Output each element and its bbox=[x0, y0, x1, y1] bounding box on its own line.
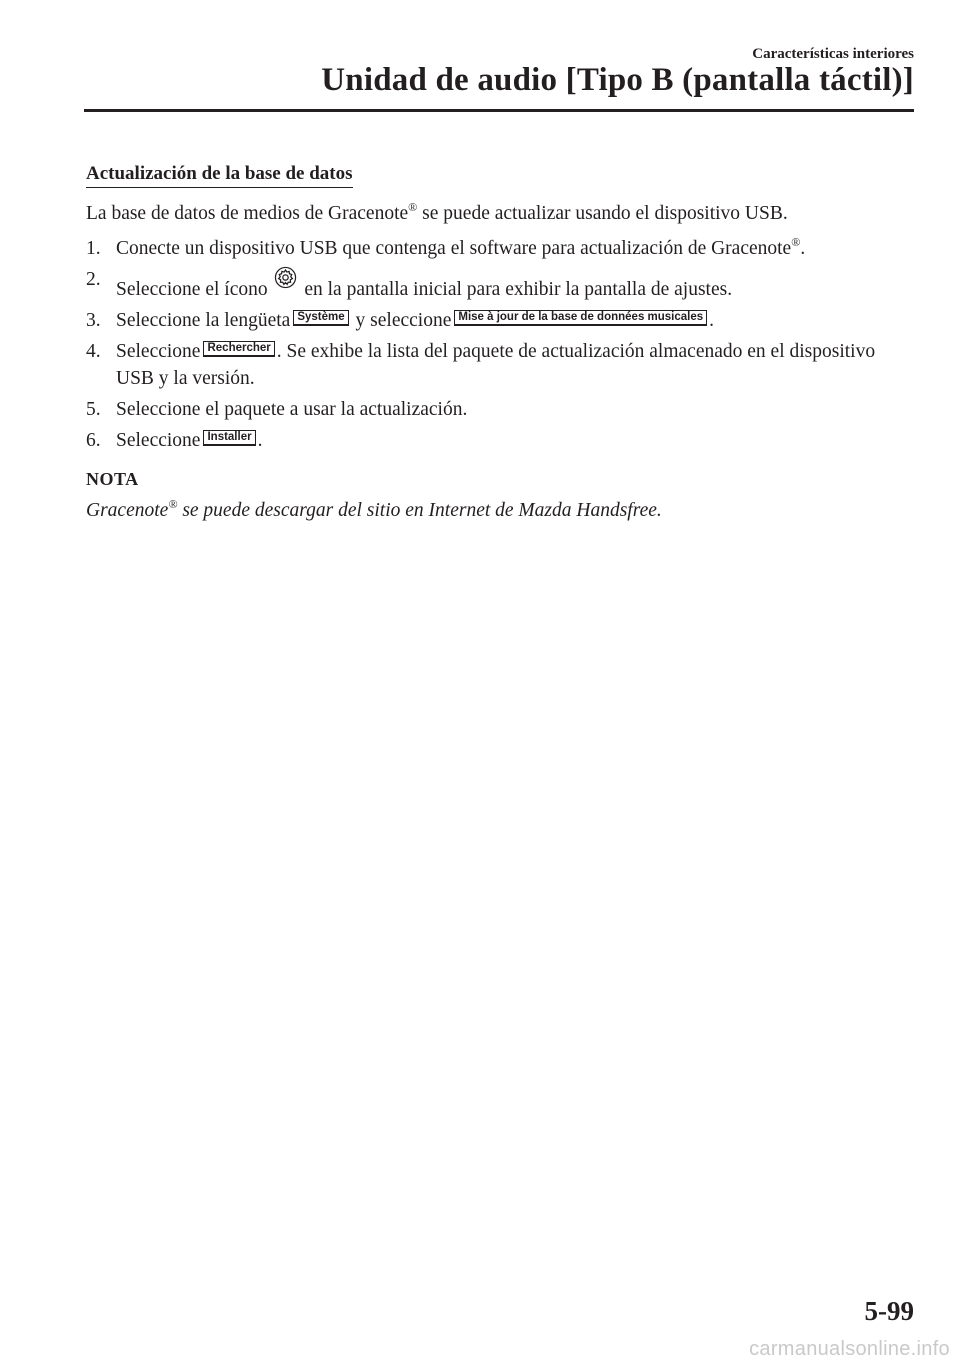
systeme-tab-button[interactable]: Système bbox=[293, 310, 348, 326]
registered-mark: ® bbox=[168, 497, 178, 511]
gear-icon bbox=[274, 266, 297, 289]
step-1: 1. Conecte un dispositivo USB que contenga el software para actualización de Gracenote®. bbox=[86, 235, 806, 259]
rechercher-button[interactable]: Rechercher bbox=[203, 341, 274, 357]
note-text: Gracenote® se puede descargar del sitio en Internet de Mazda Handsfree. bbox=[86, 497, 662, 521]
step-3: 3. Seleccione la lengüeta Système y seleccione Mise à jour de la base de données musicales . bbox=[86, 310, 715, 331]
watermark: carmanualsonline.info bbox=[749, 1338, 950, 1360]
page-header-title: Unidad de audio [Tipo B (pantalla táctil)] bbox=[321, 62, 914, 98]
steps-list bbox=[86, 235, 916, 454]
intro-paragraph: La base de datos de medios de Gracenote® se puede actualizar usando el dispositivo USB. bbox=[86, 200, 788, 224]
step-2: 2. Seleccione el ícono en la pantalla inicial para exhibir la pantalla de ajustes. bbox=[86, 266, 916, 303]
note-title: NOTA bbox=[86, 469, 139, 489]
header-rule bbox=[84, 109, 914, 112]
step-4: 4. Seleccione Rechercher . Se exhibe la lista del paquete de actualización almacenado en el dispositivo USB y la versión. bbox=[86, 341, 876, 389]
step-5: 5. Seleccione el paquete a usar la actualización. bbox=[86, 399, 468, 420]
step-6: 6. Seleccione Installer . bbox=[86, 430, 263, 451]
page-number: 5-99 bbox=[864, 1296, 914, 1326]
section-title: Actualización de la base de datos bbox=[86, 162, 353, 188]
registered-mark: ® bbox=[408, 200, 418, 214]
installer-button[interactable]: Installer bbox=[203, 430, 255, 446]
content bbox=[86, 200, 916, 524]
header-section-label: Características interiores bbox=[752, 46, 914, 62]
registered-mark: ® bbox=[791, 235, 801, 249]
update-music-database-button[interactable]: Mise à jour de la base de données musicales bbox=[454, 310, 707, 326]
